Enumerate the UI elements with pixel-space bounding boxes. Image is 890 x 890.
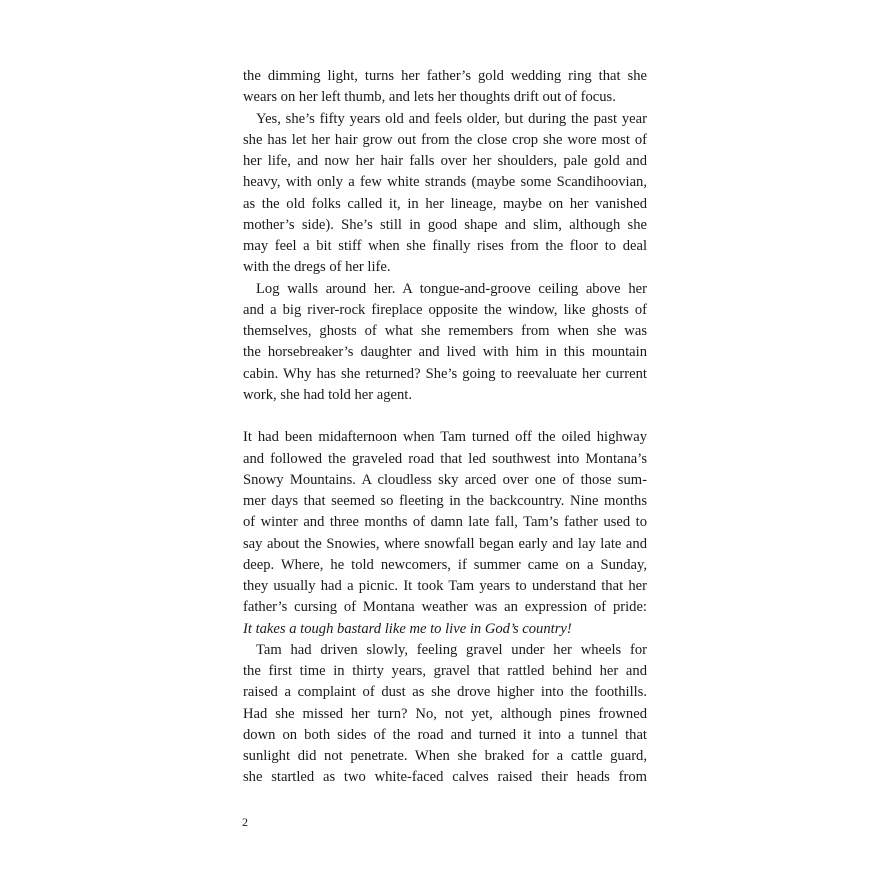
text-line: deep. Where, he told newcomers, if summer came on a Sunday,	[243, 556, 647, 573]
text-line: with the dregs of her life.	[243, 259, 391, 276]
text-line: her life, and now her hair falls over her shoulders, pale gold and	[243, 153, 647, 169]
paragraph	[243, 640, 647, 789]
text-line: they usually had a picnic. It took Tam years to understand that her	[243, 578, 647, 594]
text-line: Had she missed her turn? No, not yet, although pines frowned	[243, 705, 647, 722]
text-line: of winter and three months of damn late fall, Tam’s father used to	[243, 514, 647, 531]
text-line: themselves, ghosts of what she remembers from when she was	[243, 323, 647, 339]
text-line: work, she had told her agent.	[243, 386, 412, 403]
text-line: raised a complaint of dust as she drove higher into the foothills.	[243, 684, 647, 701]
text-line: may feel a bit stiff when she finally rises from the floor to deal	[243, 238, 647, 254]
paragraph	[243, 109, 647, 279]
text-line: as the old folks called it, in her lineage, maybe on her vanished	[243, 195, 647, 212]
text-line: mer days that seemed so fleeting in the backcountry. Nine months	[243, 493, 647, 509]
text-line: Tam had driven slowly, feeling gravel under her wheels for	[256, 641, 647, 658]
text-line: Yes, she’s fifty years old and feels older, but during the past year	[256, 110, 647, 127]
text-line: mother’s side). She’s still in good shape and slim, although she	[243, 216, 647, 233]
text-line: and followed the graveled road that led southwest into Montana’s	[243, 450, 647, 467]
text-line: cabin. Why has she returned? She’s going to reevaluate her current	[243, 365, 647, 382]
page-number: 2	[242, 815, 248, 829]
text-line: Snowy Mountains. A cloudless sky arced over one of those sum-	[243, 471, 647, 488]
text-line: father’s cursing of Montana weather was an expression of pride:	[243, 599, 647, 616]
text-line: wears on her left thumb, and lets her thoughts drift out of focus.	[243, 89, 616, 106]
text-line: sunlight did not penetrate. When she braked for a cattle guard,	[243, 748, 647, 764]
text-line: and a big river-rock fireplace opposite the window, like ghosts of	[243, 301, 647, 318]
text-line: heavy, with only a few white strands (maybe some Scandihoovian,	[243, 174, 647, 191]
paragraph	[243, 427, 647, 640]
section-break	[243, 406, 647, 427]
text-line: say about the Snowies, where snowfall began early and lay late and	[243, 535, 647, 552]
italic-text-line: It takes a tough bastard like me to live in God’s country!	[243, 620, 572, 637]
text-line: down on both sides of the road and turned it into a tunnel that	[243, 726, 647, 743]
text-line: she startled as two white-faced calves raised their heads from	[243, 769, 647, 786]
paragraph	[243, 279, 647, 407]
text-line: the horsebreaker’s daughter and lived with him in this mountain	[243, 344, 647, 361]
text-line: the dimming light, turns her father’s gold wedding ring that she	[243, 68, 647, 84]
book-page	[243, 66, 647, 789]
text-line: Log walls around her. A tongue-and-groove ceiling above her	[256, 280, 647, 297]
text-line: she has let her hair grow out from the close crop she wore most of	[243, 131, 647, 148]
text-line: the first time in thirty years, gravel that rattled behind her and	[243, 663, 647, 679]
text-line: It had been midafternoon when Tam turned off the oiled highway	[243, 429, 647, 446]
paragraph	[243, 66, 647, 109]
